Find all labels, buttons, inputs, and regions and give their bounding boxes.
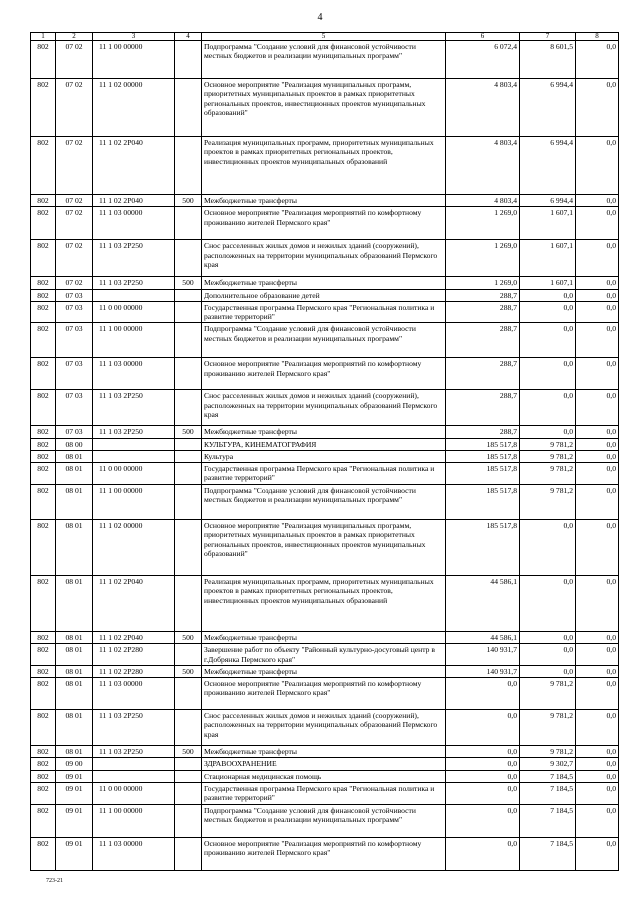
amount-2021-cell: 0,0: [446, 782, 520, 804]
amount-2021-cell: 44 586,1: [446, 576, 520, 632]
description-cell: Снос расселенных жилых домов и нежилых зданий (сооружений), расположенных на территории муниципальных образований Пермского края: [202, 390, 446, 426]
description-cell: Основное мероприятие "Реализация мероприятий по комфортному проживанию жителей Пермского края": [202, 678, 446, 710]
table-row: [31, 390, 619, 426]
amount-2023-cell: 0,0: [576, 277, 619, 289]
amount-2023-cell: 0,0: [576, 358, 619, 390]
table-row: [31, 195, 619, 207]
amount-2023-cell: 0,0: [576, 804, 619, 837]
amount-2021-cell: 288,7: [446, 358, 520, 390]
expense-type-cell: 500: [175, 195, 202, 207]
amount-2021-cell: 288,7: [446, 323, 520, 358]
target-article-cell: 11 1 02 2P280: [93, 644, 175, 666]
amount-2022-cell: 0,0: [520, 426, 576, 438]
admin-code-cell: 802: [31, 837, 56, 870]
section-code-cell: 08 00: [56, 438, 93, 450]
amount-2023-cell: 0,0: [576, 632, 619, 644]
target-article-cell: 11 1 03 00000: [93, 678, 175, 710]
expense-type-cell: [175, 358, 202, 390]
table-row: [31, 240, 619, 277]
section-code-cell: 08 01: [56, 678, 93, 710]
amount-2023-cell: 0,0: [576, 79, 619, 137]
table-row: [31, 277, 619, 289]
amount-2022-cell: 0,0: [520, 323, 576, 358]
target-article-cell: 11 1 02 2P040: [93, 195, 175, 207]
table-row: [31, 323, 619, 358]
table-row: [31, 837, 619, 870]
amount-2022-cell: 7 184,5: [520, 837, 576, 870]
amount-2022-cell: 9 781,2: [520, 450, 576, 462]
amount-2023-cell: 0,0: [576, 770, 619, 782]
amount-2021-cell: 0,0: [446, 746, 520, 758]
table-row: [31, 289, 619, 301]
budget-table: [30, 32, 619, 871]
amount-2021-cell: 288,7: [446, 426, 520, 438]
expense-type-cell: [175, 678, 202, 710]
section-code-cell: 08 01: [56, 463, 93, 485]
target-article-cell: [93, 289, 175, 301]
section-code-cell: 08 01: [56, 450, 93, 462]
expense-type-cell: [175, 782, 202, 804]
section-code-cell: 09 01: [56, 770, 93, 782]
amount-2022-cell: 7 184,5: [520, 804, 576, 837]
target-article-cell: 11 1 00 00000: [93, 41, 175, 79]
description-cell: Государственная программа Пермского края "Региональная политика и развитие территорий": [202, 782, 446, 804]
header-cell: 7: [520, 33, 576, 41]
amount-2021-cell: 1 269,0: [446, 277, 520, 289]
target-article-cell: 11 1 03 2P250: [93, 240, 175, 277]
description-cell: ЗДРАВООХРАНЕНИЕ: [202, 758, 446, 770]
target-article-cell: 11 1 02 2P040: [93, 576, 175, 632]
amount-2023-cell: 0,0: [576, 463, 619, 485]
header-cell: 2: [56, 33, 93, 41]
expense-type-cell: [175, 301, 202, 323]
expense-type-cell: [175, 137, 202, 195]
footer-code: 723-21: [46, 878, 63, 884]
section-code-cell: 08 01: [56, 520, 93, 576]
section-code-cell: 08 01: [56, 746, 93, 758]
amount-2023-cell: 0,0: [576, 678, 619, 710]
expense-type-cell: [175, 520, 202, 576]
admin-code-cell: 802: [31, 301, 56, 323]
table-row: [31, 301, 619, 323]
admin-code-cell: 802: [31, 323, 56, 358]
header-row: [31, 33, 619, 41]
amount-2022-cell: 0,0: [520, 632, 576, 644]
description-cell: Межбюджетные трансферты: [202, 195, 446, 207]
expense-type-cell: [175, 804, 202, 837]
section-code-cell: 08 01: [56, 644, 93, 666]
amount-2021-cell: 4 803,4: [446, 79, 520, 137]
target-article-cell: 11 1 02 2P040: [93, 137, 175, 195]
amount-2022-cell: 9 781,2: [520, 746, 576, 758]
amount-2023-cell: 0,0: [576, 301, 619, 323]
admin-code-cell: 802: [31, 450, 56, 462]
table-row: [31, 665, 619, 677]
admin-code-cell: 802: [31, 632, 56, 644]
expense-type-cell: [175, 438, 202, 450]
amount-2022-cell: 1 607,1: [520, 277, 576, 289]
description-cell: Снос расселенных жилых домов и нежилых зданий (сооружений), расположенных на территории муниципальных образований Пермского края: [202, 710, 446, 746]
amount-2023-cell: 0,0: [576, 644, 619, 666]
section-code-cell: 08 01: [56, 632, 93, 644]
amount-2023-cell: 0,0: [576, 837, 619, 870]
admin-code-cell: 802: [31, 758, 56, 770]
admin-code-cell: 802: [31, 770, 56, 782]
description-cell: Межбюджетные трансферты: [202, 277, 446, 289]
expense-type-cell: [175, 576, 202, 632]
amount-2023-cell: 0,0: [576, 485, 619, 520]
amount-2021-cell: 0,0: [446, 710, 520, 746]
amount-2021-cell: 185 517,8: [446, 450, 520, 462]
admin-code-cell: 802: [31, 463, 56, 485]
amount-2022-cell: 0,0: [520, 644, 576, 666]
amount-2021-cell: 140 931,7: [446, 644, 520, 666]
target-article-cell: 11 1 03 2P250: [93, 710, 175, 746]
amount-2022-cell: 7 184,5: [520, 770, 576, 782]
expense-type-cell: [175, 837, 202, 870]
amount-2021-cell: 0,0: [446, 804, 520, 837]
amount-2022-cell: 0,0: [520, 576, 576, 632]
section-code-cell: 07 03: [56, 358, 93, 390]
amount-2021-cell: 0,0: [446, 837, 520, 870]
amount-2023-cell: 0,0: [576, 576, 619, 632]
description-cell: Культура: [202, 450, 446, 462]
target-article-cell: 11 1 02 00000: [93, 520, 175, 576]
amount-2021-cell: 0,0: [446, 758, 520, 770]
amount-2022-cell: 7 184,5: [520, 782, 576, 804]
amount-2023-cell: 0,0: [576, 450, 619, 462]
description-cell: Основное мероприятие "Реализация мероприятий по комфортному проживанию жителей Пермского края": [202, 837, 446, 870]
amount-2023-cell: 0,0: [576, 137, 619, 195]
admin-code-cell: 802: [31, 426, 56, 438]
section-code-cell: 07 02: [56, 137, 93, 195]
amount-2022-cell: 9 781,2: [520, 485, 576, 520]
description-cell: Реализация муниципальных программ, приоритетных муниципальных проектов в рамках приоритетных региональных проектов, инвестиционных проектов муниципальных образований: [202, 137, 446, 195]
expense-type-cell: [175, 323, 202, 358]
admin-code-cell: 802: [31, 520, 56, 576]
amount-2022-cell: 0,0: [520, 520, 576, 576]
expense-type-cell: [175, 758, 202, 770]
section-code-cell: 07 02: [56, 79, 93, 137]
description-cell: Подпрограмма "Создание условий для финансовой устойчивости местных бюджетов и реализации муниципальных программ": [202, 804, 446, 837]
amount-2022-cell: 8 601,5: [520, 41, 576, 79]
section-code-cell: 07 03: [56, 426, 93, 438]
admin-code-cell: 802: [31, 576, 56, 632]
section-code-cell: 07 02: [56, 41, 93, 79]
table-row: [31, 632, 619, 644]
description-cell: Основное мероприятие "Реализация муниципальных программ, приоритетных муниципальных проектов в рамках приоритетных региональных проектов, инвестиционных проектов муниципальных образований": [202, 79, 446, 137]
section-code-cell: 08 01: [56, 710, 93, 746]
table-row: [31, 358, 619, 390]
header-cell: 4: [175, 33, 202, 41]
description-cell: Дополнительное образование детей: [202, 289, 446, 301]
section-code-cell: 07 03: [56, 289, 93, 301]
description-cell: Межбюджетные трансферты: [202, 426, 446, 438]
amount-2023-cell: 0,0: [576, 438, 619, 450]
description-cell: Государственная программа Пермского края "Региональная политика и развитие территорий": [202, 463, 446, 485]
admin-code-cell: 802: [31, 678, 56, 710]
amount-2022-cell: 6 994,4: [520, 79, 576, 137]
description-cell: Реализация муниципальных программ, приоритетных муниципальных проектов в рамках приоритетных региональных проектов, инвестиционных проектов муниципальных образований: [202, 576, 446, 632]
target-article-cell: 11 1 03 2P250: [93, 426, 175, 438]
expense-type-cell: [175, 644, 202, 666]
table-row: [31, 782, 619, 804]
expense-type-cell: [175, 79, 202, 137]
target-article-cell: 11 1 03 2P250: [93, 277, 175, 289]
target-article-cell: 11 1 03 00000: [93, 837, 175, 870]
admin-code-cell: 802: [31, 485, 56, 520]
header-cell: 8: [576, 33, 619, 41]
header-cell: 5: [202, 33, 446, 41]
amount-2021-cell: 1 269,0: [446, 240, 520, 277]
description-cell: Подпрограмма "Создание условий для финансовой устойчивости местных бюджетов и реализации муниципальных программ": [202, 323, 446, 358]
table-row: [31, 438, 619, 450]
amount-2023-cell: 0,0: [576, 240, 619, 277]
description-cell: Межбюджетные трансферты: [202, 632, 446, 644]
amount-2023-cell: 0,0: [576, 665, 619, 677]
expense-type-cell: 500: [175, 277, 202, 289]
table-row: [31, 485, 619, 520]
amount-2022-cell: 0,0: [520, 665, 576, 677]
amount-2023-cell: 0,0: [576, 323, 619, 358]
target-article-cell: 11 1 00 00000: [93, 485, 175, 520]
amount-2022-cell: 0,0: [520, 289, 576, 301]
description-cell: Государственная программа Пермского края "Региональная политика и развитие территорий": [202, 301, 446, 323]
description-cell: КУЛЬТУРА, КИНЕМАТОГРАФИЯ: [202, 438, 446, 450]
target-article-cell: 11 1 03 00000: [93, 358, 175, 390]
table-row: [31, 770, 619, 782]
admin-code-cell: 802: [31, 41, 56, 79]
description-cell: Межбюджетные трансферты: [202, 665, 446, 677]
amount-2021-cell: 6 072,4: [446, 41, 520, 79]
expense-type-cell: [175, 240, 202, 277]
target-article-cell: 11 1 02 2P280: [93, 665, 175, 677]
admin-code-cell: 802: [31, 710, 56, 746]
expense-type-cell: 500: [175, 665, 202, 677]
admin-code-cell: 802: [31, 782, 56, 804]
admin-code-cell: 802: [31, 79, 56, 137]
expense-type-cell: [175, 710, 202, 746]
target-article-cell: [93, 758, 175, 770]
description-cell: Основное мероприятие "Реализация муниципальных программ, приоритетных муниципальных проектов в рамках приоритетных региональных проектов, инвестиционных проектов муниципальных образований": [202, 520, 446, 576]
expense-type-cell: [175, 207, 202, 240]
description-cell: Межбюджетные трансферты: [202, 746, 446, 758]
amount-2023-cell: 0,0: [576, 520, 619, 576]
section-code-cell: 07 03: [56, 390, 93, 426]
description-cell: Подпрограмма "Создание условий для финансовой устойчивости местных бюджетов и реализации муниципальных программ": [202, 41, 446, 79]
amount-2021-cell: 185 517,8: [446, 438, 520, 450]
amount-2022-cell: 9 781,2: [520, 438, 576, 450]
amount-2021-cell: 0,0: [446, 770, 520, 782]
table-row: [31, 137, 619, 195]
expense-type-cell: 500: [175, 746, 202, 758]
amount-2021-cell: 1 269,0: [446, 207, 520, 240]
section-code-cell: 08 01: [56, 485, 93, 520]
amount-2021-cell: 140 931,7: [446, 665, 520, 677]
target-article-cell: [93, 450, 175, 462]
table-row: [31, 644, 619, 666]
target-article-cell: 11 0 00 00000: [93, 782, 175, 804]
admin-code-cell: 802: [31, 240, 56, 277]
target-article-cell: 11 1 02 2P040: [93, 632, 175, 644]
admin-code-cell: 802: [31, 207, 56, 240]
amount-2022-cell: 0,0: [520, 358, 576, 390]
admin-code-cell: 802: [31, 195, 56, 207]
header-cell: 3: [93, 33, 175, 41]
amount-2023-cell: 0,0: [576, 782, 619, 804]
expense-type-cell: [175, 41, 202, 79]
target-article-cell: 11 0 00 00000: [93, 301, 175, 323]
section-code-cell: 07 02: [56, 240, 93, 277]
amount-2021-cell: 185 517,8: [446, 485, 520, 520]
admin-code-cell: 802: [31, 137, 56, 195]
expense-type-cell: [175, 485, 202, 520]
target-article-cell: [93, 438, 175, 450]
table-row: [31, 41, 619, 79]
expense-type-cell: [175, 450, 202, 462]
expense-type-cell: [175, 390, 202, 426]
amount-2022-cell: 9 781,2: [520, 710, 576, 746]
expense-type-cell: [175, 463, 202, 485]
target-article-cell: [93, 770, 175, 782]
amount-2023-cell: 0,0: [576, 390, 619, 426]
table-row: [31, 79, 619, 137]
section-code-cell: 09 01: [56, 837, 93, 870]
section-code-cell: 08 01: [56, 665, 93, 677]
description-cell: Подпрограмма "Создание условий для финансовой устойчивости местных бюджетов и реализации муниципальных программ": [202, 485, 446, 520]
amount-2023-cell: 0,0: [576, 746, 619, 758]
section-code-cell: 09 00: [56, 758, 93, 770]
amount-2022-cell: 0,0: [520, 390, 576, 426]
section-code-cell: 07 02: [56, 277, 93, 289]
expense-type-cell: 500: [175, 632, 202, 644]
section-code-cell: 07 03: [56, 323, 93, 358]
target-article-cell: 11 1 02 00000: [93, 79, 175, 137]
amount-2022-cell: 6 994,4: [520, 137, 576, 195]
amount-2023-cell: 0,0: [576, 710, 619, 746]
amount-2022-cell: 9 781,2: [520, 463, 576, 485]
admin-code-cell: 802: [31, 289, 56, 301]
amount-2022-cell: 6 994,4: [520, 195, 576, 207]
amount-2021-cell: 288,7: [446, 289, 520, 301]
table-row: [31, 463, 619, 485]
target-article-cell: 11 1 00 00000: [93, 323, 175, 358]
admin-code-cell: 802: [31, 277, 56, 289]
amount-2021-cell: 288,7: [446, 301, 520, 323]
header-cell: 6: [446, 33, 520, 41]
section-code-cell: 09 01: [56, 804, 93, 837]
admin-code-cell: 802: [31, 438, 56, 450]
section-code-cell: 07 02: [56, 195, 93, 207]
amount-2021-cell: 4 803,4: [446, 195, 520, 207]
description-cell: Завершение работ по объекту "Районный культурно-досуговый центр в г.Добрянка Пермского края": [202, 644, 446, 666]
table-body: [31, 41, 619, 871]
amount-2022-cell: 0,0: [520, 301, 576, 323]
table-row: [31, 450, 619, 462]
table-row: [31, 678, 619, 710]
admin-code-cell: 802: [31, 804, 56, 837]
amount-2021-cell: 288,7: [446, 390, 520, 426]
admin-code-cell: 802: [31, 358, 56, 390]
table-row: [31, 576, 619, 632]
table-row: [31, 746, 619, 758]
expense-type-cell: 500: [175, 426, 202, 438]
table-row: [31, 804, 619, 837]
amount-2023-cell: 0,0: [576, 207, 619, 240]
target-article-cell: 11 1 00 00000: [93, 804, 175, 837]
description-cell: Основное мероприятие "Реализация мероприятий по комфортному проживанию жителей Пермского края": [202, 207, 446, 240]
amount-2022-cell: 9 781,2: [520, 678, 576, 710]
amount-2023-cell: 0,0: [576, 289, 619, 301]
section-code-cell: 07 03: [56, 301, 93, 323]
table-row: [31, 207, 619, 240]
table-row: [31, 520, 619, 576]
amount-2022-cell: 9 302,7: [520, 758, 576, 770]
admin-code-cell: 802: [31, 665, 56, 677]
amount-2023-cell: 0,0: [576, 195, 619, 207]
amount-2023-cell: 0,0: [576, 41, 619, 79]
amount-2021-cell: 185 517,8: [446, 463, 520, 485]
page-number: 4: [317, 12, 323, 23]
target-article-cell: 11 0 00 00000: [93, 463, 175, 485]
section-code-cell: 07 02: [56, 207, 93, 240]
table-row: [31, 758, 619, 770]
amount-2022-cell: 1 607,1: [520, 240, 576, 277]
target-article-cell: 11 1 03 00000: [93, 207, 175, 240]
target-article-cell: 11 1 03 2P250: [93, 390, 175, 426]
admin-code-cell: 802: [31, 644, 56, 666]
admin-code-cell: 802: [31, 390, 56, 426]
description-cell: Стационарная медицинская помощь: [202, 770, 446, 782]
amount-2022-cell: 1 607,1: [520, 207, 576, 240]
amount-2023-cell: 0,0: [576, 426, 619, 438]
amount-2021-cell: 4 803,4: [446, 137, 520, 195]
amount-2021-cell: 0,0: [446, 678, 520, 710]
description-cell: Снос расселенных жилых домов и нежилых зданий (сооружений), расположенных на территории муниципальных образований Пермского края: [202, 240, 446, 277]
section-code-cell: 09 01: [56, 782, 93, 804]
admin-code-cell: 802: [31, 746, 56, 758]
amount-2021-cell: 185 517,8: [446, 520, 520, 576]
table-row: [31, 710, 619, 746]
expense-type-cell: [175, 289, 202, 301]
description-cell: Основное мероприятие "Реализация мероприятий по комфортному проживанию жителей Пермского края": [202, 358, 446, 390]
header-cell: 1: [31, 33, 56, 41]
expense-type-cell: [175, 770, 202, 782]
amount-2023-cell: 0,0: [576, 758, 619, 770]
section-code-cell: 08 01: [56, 576, 93, 632]
amount-2021-cell: 44 586,1: [446, 632, 520, 644]
table-row: [31, 426, 619, 438]
target-article-cell: 11 1 03 2P250: [93, 746, 175, 758]
